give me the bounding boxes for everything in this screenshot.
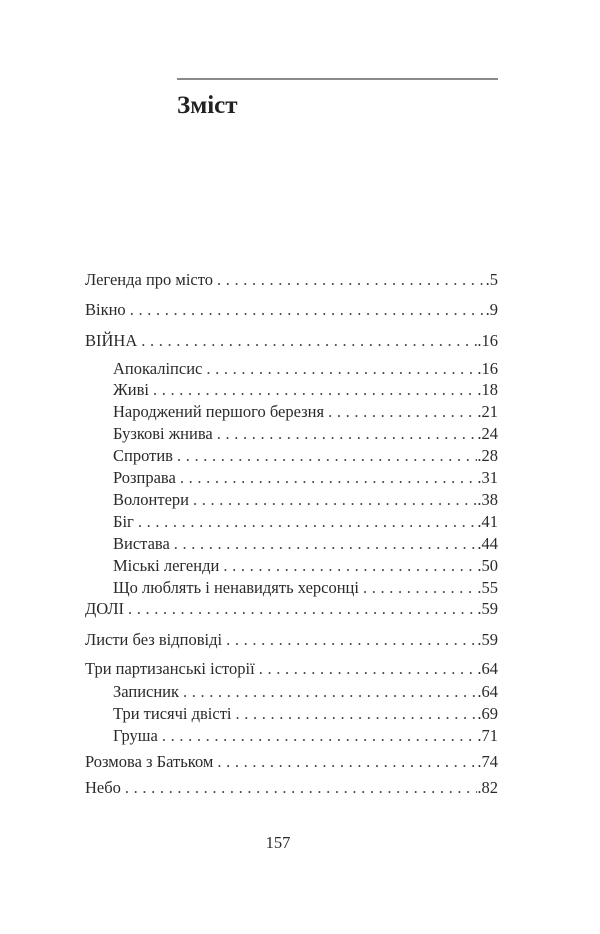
dot-leader [174, 534, 478, 554]
dot-leader [236, 704, 478, 724]
toc-entry [113, 512, 498, 532]
toc-entry-page: .41 [477, 512, 498, 531]
dot-leader [226, 630, 477, 650]
page-number: 157 [265, 833, 291, 852]
toc-entry [85, 331, 498, 351]
toc-entry-title: Апокаліпсис [113, 359, 203, 378]
toc-entry-title: Бузкові жнива [113, 424, 213, 443]
toc-entry [85, 599, 498, 619]
toc-entry [113, 424, 498, 444]
toc-entry [85, 300, 498, 320]
dot-leader [180, 468, 478, 488]
toc-entry-title: Волонтери [113, 490, 189, 509]
toc-entry [113, 380, 498, 400]
toc-entry-page: .16 [477, 331, 498, 350]
toc-entry-title: Живі [113, 380, 149, 399]
toc-entry-page: .82 [477, 778, 498, 797]
toc-entry-page: .9 [485, 300, 498, 319]
toc-entry-page: .5 [485, 270, 498, 289]
toc-entry-page: .59 [477, 599, 498, 618]
dot-leader [128, 599, 477, 619]
toc-entry [113, 490, 498, 510]
toc-entry [113, 682, 498, 702]
dot-leader [183, 682, 477, 702]
dot-leader [141, 331, 477, 351]
dot-leader [193, 490, 477, 510]
toc-entry-title: Вікно [85, 300, 126, 319]
toc-entry [113, 446, 498, 466]
toc-entry-page: .64 [477, 659, 498, 678]
dot-leader [130, 300, 486, 320]
toc-entry [85, 778, 498, 798]
dot-leader [363, 578, 477, 598]
toc-entry [113, 402, 498, 422]
toc-entry-title: ВІЙНА [85, 331, 138, 350]
toc-entry [113, 468, 498, 488]
toc-entry [113, 359, 498, 379]
toc-entry-page: .69 [477, 704, 498, 723]
dot-leader [162, 726, 478, 746]
dot-leader [217, 270, 486, 290]
toc-entry [113, 578, 498, 598]
toc-entry-title: Біг [113, 512, 134, 531]
toc-entry-title: Три тисячі двісті [113, 704, 232, 723]
toc-entry-page: .74 [477, 752, 498, 771]
toc-entry-title: ДОЛІ [85, 599, 125, 618]
toc-entry-page: .44 [477, 534, 498, 553]
dot-leader [259, 659, 478, 679]
toc-entry-page: .24 [477, 424, 498, 443]
toc-entry-title: Три партизанські історії [85, 659, 255, 678]
dot-leader [328, 402, 477, 422]
toc-entry-title: Груша [113, 726, 158, 745]
toc-entry [113, 534, 498, 554]
toc-entry [85, 752, 498, 772]
toc-entry-title: Міські легенди [113, 556, 220, 575]
toc-entry-page: .50 [477, 556, 498, 575]
toc-entry-page: .31 [477, 468, 498, 487]
toc-entry-page: .21 [477, 402, 498, 421]
toc-entry-title: Записник [113, 682, 180, 701]
toc-entry-page: .64 [477, 682, 498, 701]
toc-entry-title: Спротив [113, 446, 173, 465]
toc-entry-title: Легенда про місто [85, 270, 213, 289]
dot-leader [217, 752, 477, 772]
toc-entry [113, 704, 498, 724]
dot-leader [217, 424, 478, 444]
dot-leader [125, 778, 477, 798]
toc-entry-page: .28 [477, 446, 498, 465]
toc-entry-title: Що люблять і ненавидять херсонці [113, 578, 359, 597]
toc-entry-page: .71 [477, 726, 498, 745]
toc-entry-page: .18 [477, 380, 498, 399]
toc-entry [85, 270, 498, 290]
page-title: Зміст [177, 92, 238, 119]
toc-entry-page: .16 [477, 359, 498, 378]
toc-entry-title: Розправа [113, 468, 176, 487]
toc-entry [85, 630, 498, 650]
toc-entry-title: Вистава [113, 534, 170, 553]
toc-entry-title: Небо [85, 778, 121, 797]
toc-entry-title: Листи без відповіді [85, 630, 223, 649]
toc-entry-title: Розмова з Батьком [85, 752, 214, 771]
header-rule [177, 78, 498, 80]
dot-leader [138, 512, 478, 532]
toc-entry-page: .38 [477, 490, 498, 509]
dot-leader [223, 556, 477, 576]
dot-leader [206, 359, 477, 379]
dot-leader [153, 380, 477, 400]
toc-entry [113, 726, 498, 746]
toc-entry-page: .55 [477, 578, 498, 597]
toc-entry-title: Народжений першого березня [113, 402, 325, 421]
toc-entry [113, 556, 498, 576]
dot-leader [177, 446, 477, 466]
toc-entry-page: .59 [477, 630, 498, 649]
toc-entry [85, 659, 498, 679]
